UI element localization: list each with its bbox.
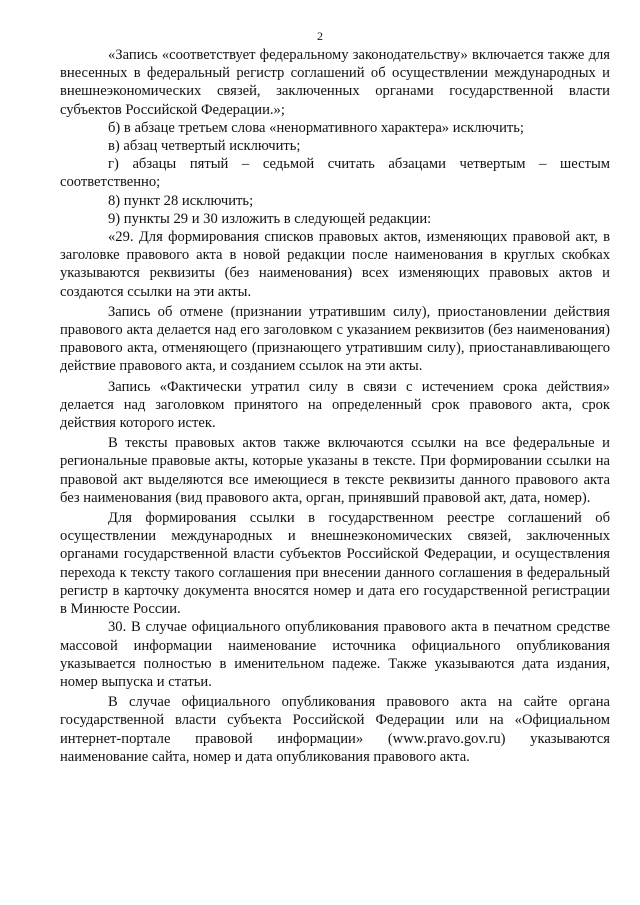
paragraph: «Запись «соответствует федеральному законодательству» включается также для внесенных в федеральный регистр соглашений об осуществлении международных и внешнеэкономических связей, заключенных органами государственной власти субъектов Российской Федерации.»; bbox=[60, 47, 610, 118]
paragraph: «29. Для формирования списков правовых актов, изменяющих правовой акт, в заголовке правового акта в новой редакции после наименования в круглых скобках указываются реквизиты (без наименования) всех изменяющих правовых актов и создаются ссылки на эти акты. bbox=[60, 229, 610, 300]
paragraph: 8) пункт 28 исключить; bbox=[108, 192, 254, 209]
paragraph: В случае официального опубликования правового акта на сайте органа государственной власти субъекта Российской Федерации или на «Официальном интернет-портале правовой информации» (www.pravo.gov.ru) указываются наименование сайта, номер и дата опубликования правового акта. bbox=[60, 694, 610, 765]
document-body bbox=[60, 46, 610, 766]
paragraph: б) в абзаце третьем слова «ненормативного характера» исключить; bbox=[108, 119, 524, 136]
page-number: 2 bbox=[317, 29, 323, 43]
paragraph: Запись «Фактически утратил силу в связи с истечением срока действия» делается над заголовком принятого на определенный срок правового акта, срок действия которого истек. bbox=[60, 378, 610, 432]
paragraph: Запись об отмене (признании утратившим силу), приостановлении действия правового акта делается над его заголовком с указанием реквизитов (без наименования) правового акта, отменяющего (признающего утратившим силу), приостанавливающего действие правового акта, и созданием ссылок на эти акты. bbox=[60, 303, 610, 375]
paragraph: 30. В случае официального опубликования правового акта в печатном средстве массовой информации наименование источника официального опубликования указывается полностью в именительном падеже. Также указываются дата издания, номер выпуска и статьи. bbox=[60, 619, 610, 690]
paragraph: Для формирования ссылки в государственном реестре соглашений об осуществлении международных и внешнеэкономических связей, заключенных органами государственной власти субъектов Российской Федерации, и осуществления перехода к тексту такого соглашения при внесении данного соглашения в федеральный регистр в карточку документа вносятся номер и дата его государственной регистрации в Минюсте России. bbox=[60, 510, 610, 618]
paragraph: 9) пункты 29 и 30 изложить в следующей редакции: bbox=[108, 210, 432, 227]
paragraph: В тексты правовых актов также включаются ссылки на все федеральные и региональные правовые акты, которые указаны в тексте. При формировании ссылки на правовой акт выделяются все имеющиеся в тексте реквизиты данного правового акта без наименования (вид правового акта, орган, принявший правовой акт, дата, номер). bbox=[60, 435, 610, 506]
paragraph: в) абзац четвертый исключить; bbox=[108, 138, 301, 155]
paragraph: г) абзацы пятый – седьмой считать абзацами четвертым – шестым соответственно; bbox=[60, 156, 610, 191]
